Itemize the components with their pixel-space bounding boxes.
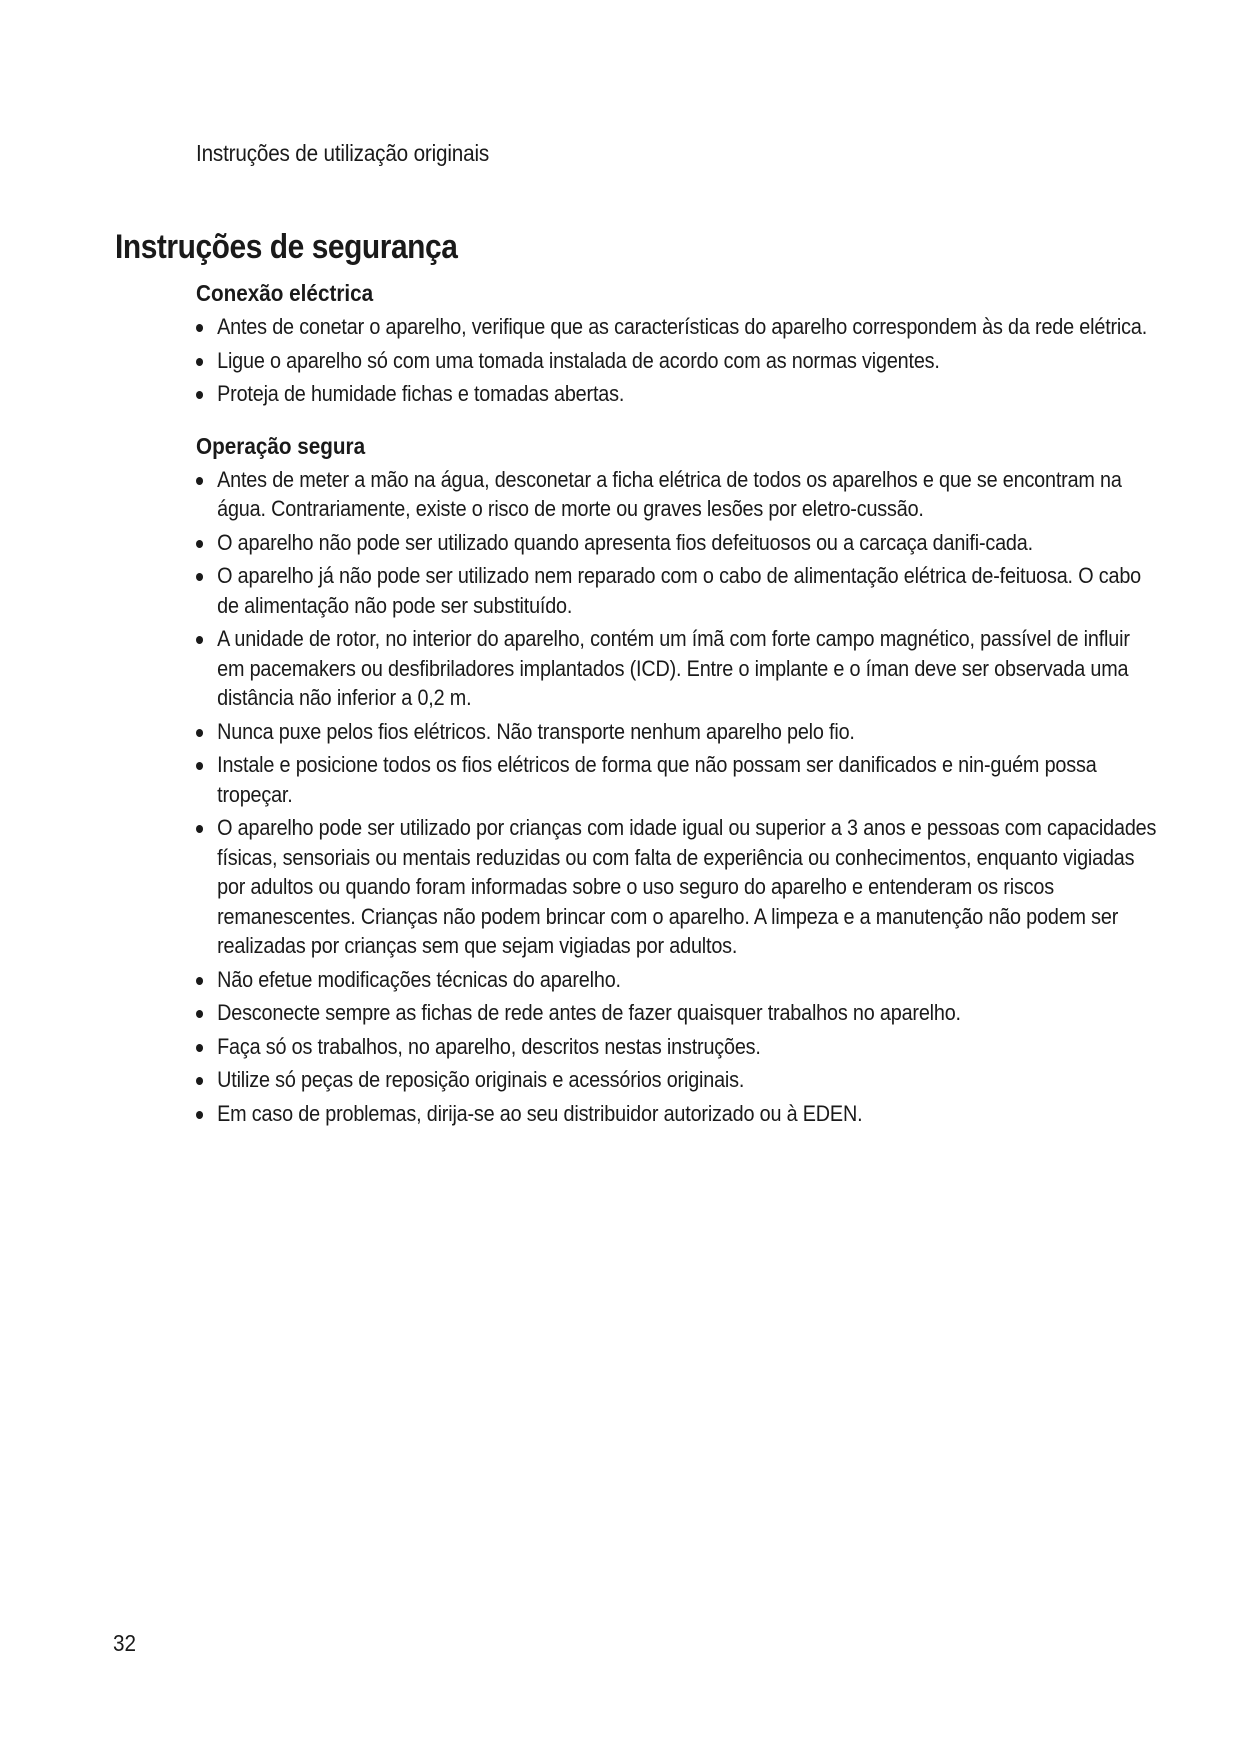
list-item	[196, 717, 1159, 747]
list-item	[196, 813, 1159, 961]
list-item-text: O aparelho já não pode ser utilizado nem reparado com o cabo de alimentação elétrica de-feituosa. O cabo de alimentação não pode ser substituído.	[217, 563, 1141, 618]
bullet-icon	[196, 324, 203, 332]
list-item-text: Nunca puxe pelos fios elétricos. Não transporte nenhum aparelho pelo fio.	[217, 718, 855, 744]
list-item-text: A unidade de rotor, no interior do aparelho, contém um ímã com forte campo magnético, passível de influir em pacemakers ou desfibriladores implantados (ICD). Entre o implante e o íman deve ser observada uma distância não inferior a 0,2 m.	[217, 626, 1130, 710]
bullet-icon	[196, 636, 203, 644]
list-item-text: Antes de conetar o aparelho, verifique que as características do aparelho correspondem às da rede elétrica.	[217, 314, 1148, 339]
bullet-icon	[196, 358, 203, 366]
bullet-icon	[196, 762, 203, 770]
bullet-icon	[196, 391, 203, 399]
list-item	[196, 624, 1159, 713]
list-item-text: Antes de meter a mão na água, desconetar a ficha elétrica de todos os aparelhos e que se encontram na água. Contrariamente, existe o risco de morte ou graves lesões por eletro-cussão.	[217, 466, 1122, 521]
bullet-icon	[196, 1111, 203, 1119]
list-item	[196, 998, 1159, 1028]
electrical-connection-section	[196, 278, 1146, 409]
list-item-text: Em caso de problemas, dirija-se ao seu distribuidor autorizado ou à EDEN.	[217, 1100, 863, 1126]
list-item	[196, 312, 1159, 342]
safe-operation-section	[196, 431, 1157, 1129]
bullet-icon	[196, 729, 203, 737]
list-item	[196, 1065, 1159, 1095]
list-item	[196, 750, 1159, 809]
bullet-icon	[196, 1044, 203, 1052]
list-item-text: Ligue o aparelho só com uma tomada instalada de acordo com as normas vigentes.	[217, 347, 940, 373]
section-title: Instruções de segurança	[115, 228, 458, 266]
running-header: Instruções de utilização originais	[196, 140, 490, 166]
safe-operation-list	[196, 465, 1157, 1129]
bullet-icon	[196, 540, 203, 548]
electrical-connection-heading: Conexão eléctrica	[196, 280, 374, 306]
list-item	[196, 346, 1159, 376]
list-item	[196, 1099, 1159, 1129]
list-item-text: Utilize só peças de reposição originais e acessórios originais.	[217, 1067, 745, 1092]
safe-operation-heading: Operação segura	[196, 432, 366, 459]
list-item	[196, 465, 1159, 524]
list-item-text: O aparelho pode ser utilizado por crianças com idade igual ou superior a 3 anos e pessoas com capacidades físicas, sensoriais ou mentais reduzidas ou com falta de experiência ou conhecimentos, enquanto vigiadas por adultos ou quando foram informadas sobre o uso seguro do aparelho e entenderam os riscos remanescentes. Crianças não podem brincar com o aparelho. A limpeza e a manutenção não podem ser realizadas por crianças sem que sejam vigiadas por adultos.	[217, 815, 1157, 958]
list-item	[196, 528, 1159, 558]
electrical-connection-list	[196, 312, 1146, 409]
list-item-text: Desconecte sempre as fichas de rede antes de fazer quaisquer trabalhos no aparelho.	[217, 1000, 961, 1025]
page-number: 32	[113, 1630, 137, 1656]
list-item	[196, 379, 1159, 409]
list-item-text: Faça só os trabalhos, no aparelho, descritos nestas instruções.	[217, 1033, 761, 1059]
bullet-icon	[196, 573, 203, 581]
list-item	[196, 965, 1159, 995]
list-item-text: O aparelho não pode ser utilizado quando apresenta fios defeituosos ou a carcaça danifi-cada.	[217, 529, 1033, 555]
list-item	[196, 1032, 1159, 1062]
section-content	[196, 278, 1157, 1132]
list-item-text: Instale e posicione todos os fios elétricos de forma que não possam ser danificados e nin-guém possa tropeçar.	[217, 752, 1097, 807]
list-item-text: Proteja de humidade fichas e tomadas abertas.	[217, 381, 625, 406]
bullet-icon	[196, 477, 203, 485]
list-item-text: Não efetue modificações técnicas do aparelho.	[217, 966, 621, 992]
bullet-icon	[196, 1077, 203, 1085]
bullet-icon	[196, 825, 203, 833]
list-item	[196, 561, 1159, 620]
bullet-icon	[196, 1010, 203, 1018]
bullet-icon	[196, 977, 203, 985]
